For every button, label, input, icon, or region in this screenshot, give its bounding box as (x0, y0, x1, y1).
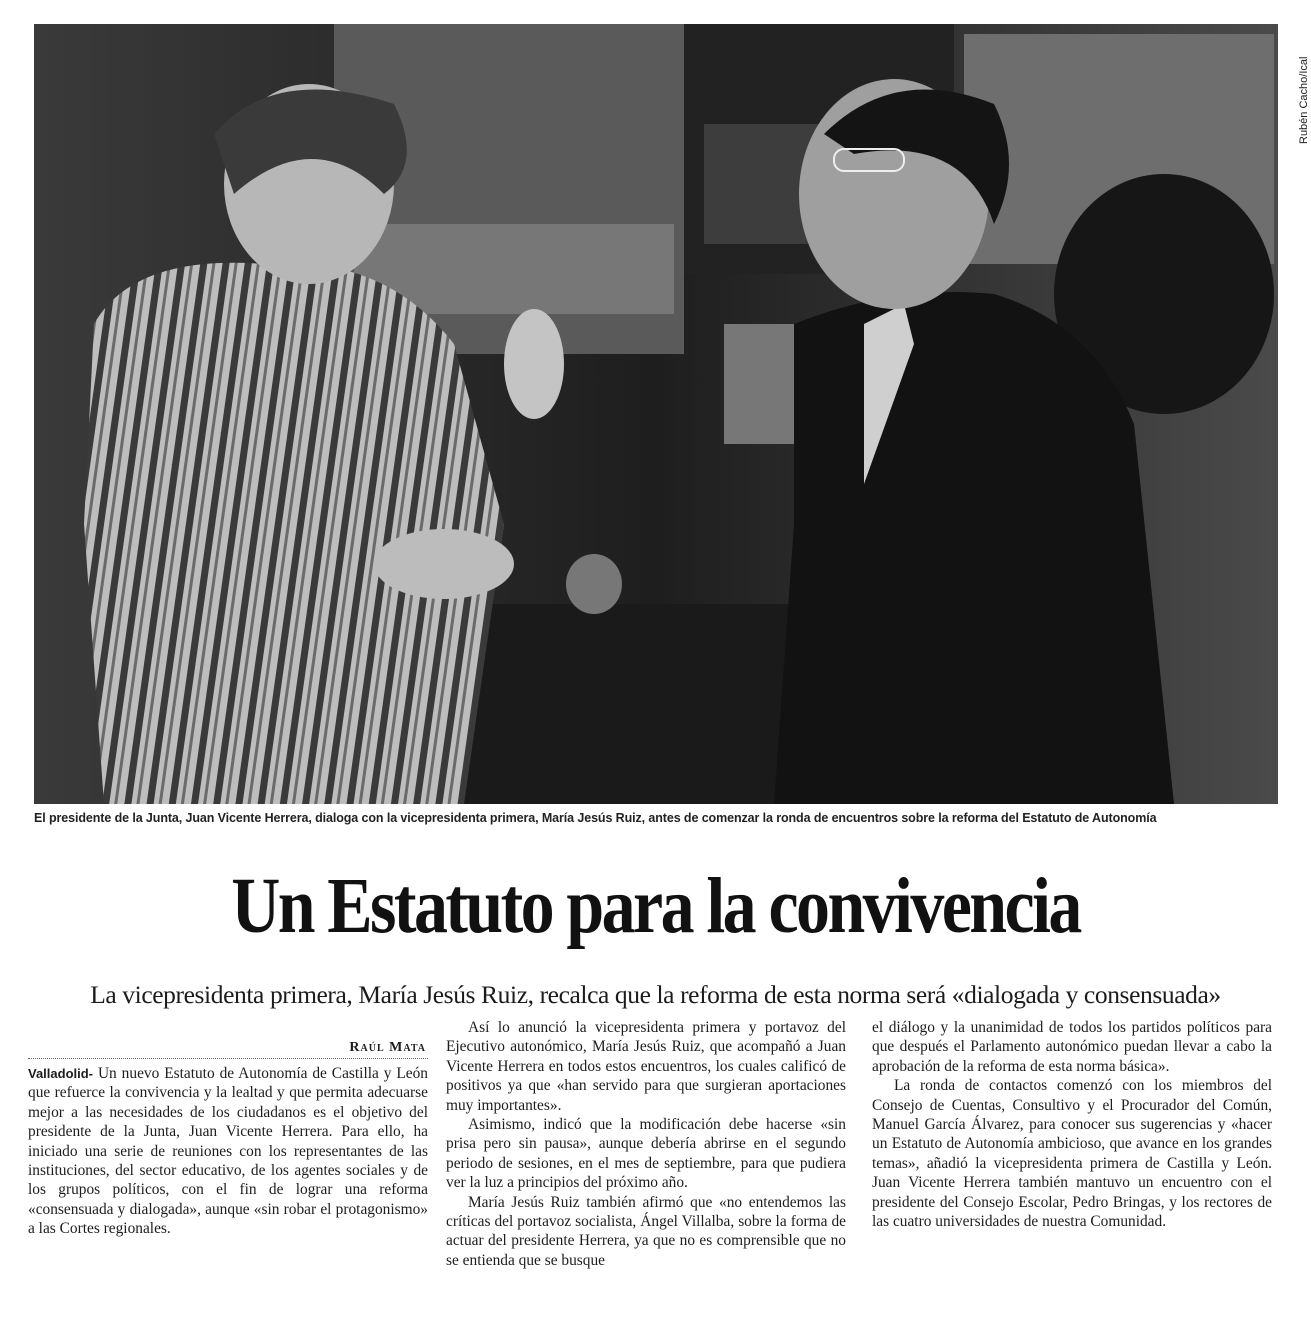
photo-credit (1284, 26, 1310, 146)
paragraph-text: Un nuevo Estatuto de Autonomía de Castilla y León que refuerce la convivencia y la lealtad y que permita adecuarse mejor a las necesidades de los ciudadanos es el objetivo del presidente de la Junta, Juan Vicente Herrera. Para ello, ha iniciado una serie de reuniones con los representantes de las instituciones, del sector educativo, de los agentes sociales y de los grupos políticos, con el fin de lograr una reforma «consensuada y dialogada», aunque «sin robar el protagonismo» a las Cortes regionales. (28, 1065, 428, 1238)
news-photo (34, 24, 1278, 804)
paragraph: La ronda de contactos comenzó con los miembros del Consejo de Cuentas, Consultivo y el Procurador del Común, Manuel García Álvarez, para conocer sus sugerencias y «hacer un Estatuto de Autonomía ambicioso, que avance en los grandes temas», añadió la vicepresidenta primera de Castilla y León. Juan Vicente Herrera también mantuvo un encuentro con el presidente del Consejo Escolar, Pedro Bringas, y los rectores de las cuatro universidades de nuestra Comunidad. (872, 1077, 1272, 1231)
byline-block (28, 1018, 428, 1064)
dateline: Valladolid- (28, 1066, 94, 1081)
subheadline: La vicepresidenta primera, María Jesús Ruiz, recalca que la reforma de esta norma será «dialogada y consensuada» (90, 980, 1221, 1009)
headline: Un Estatuto para la convivencia (231, 863, 1080, 950)
article-column-2 (446, 1018, 846, 1270)
byline-divider (28, 1058, 428, 1059)
paragraph (28, 1064, 428, 1239)
paragraph: Así lo anunció la vicepresidenta primera y portavoz del Ejecutivo autonómico, María Jesús Ruiz, que acompañó a Juan Vicente Herrera en todos estos encuentros, los cuales calificó de positivos ya que «han servido para que surgieran aportaciones muy importantes». (446, 1019, 846, 1114)
paragraph: Asimismo, indicó que la modificación debe hacerse «sin prisa pero sin pausa», aunque debería abrirse en el segundo periodo de sesiones, en el mes de septiembre, para que pudiera ver la luz a principios del próximo año. (446, 1116, 846, 1192)
article-column-1 (28, 1018, 428, 1239)
byline: Raúl Mata (349, 1040, 426, 1055)
article-column-3 (872, 1018, 1272, 1231)
paragraph: el diálogo y la unanimidad de todos los partidos políticos para que después el Parlamento autonómico puedan llevar a cabo la aprobación de la reforma de esta norma básica». (872, 1019, 1272, 1075)
photo-credit-text: Rubén Cacho/Ical (1298, 56, 1310, 144)
photo-icon (34, 24, 1278, 804)
paragraph: María Jesús Ruiz también afirmó que «no entendemos las críticas del portavoz socialista, Ángel Villalba, sobre la forma de actuar del presidente Herrera, ya que no es comprensible que no se entienda que se busque (446, 1193, 846, 1269)
photo-caption: El presidente de la Junta, Juan Vicente Herrera, dialoga con la vicepresidenta primera, María Jesús Ruiz, antes de comenzar la ronda de encuentros sobre la reforma del Estatuto de Autonomía (34, 811, 1157, 825)
